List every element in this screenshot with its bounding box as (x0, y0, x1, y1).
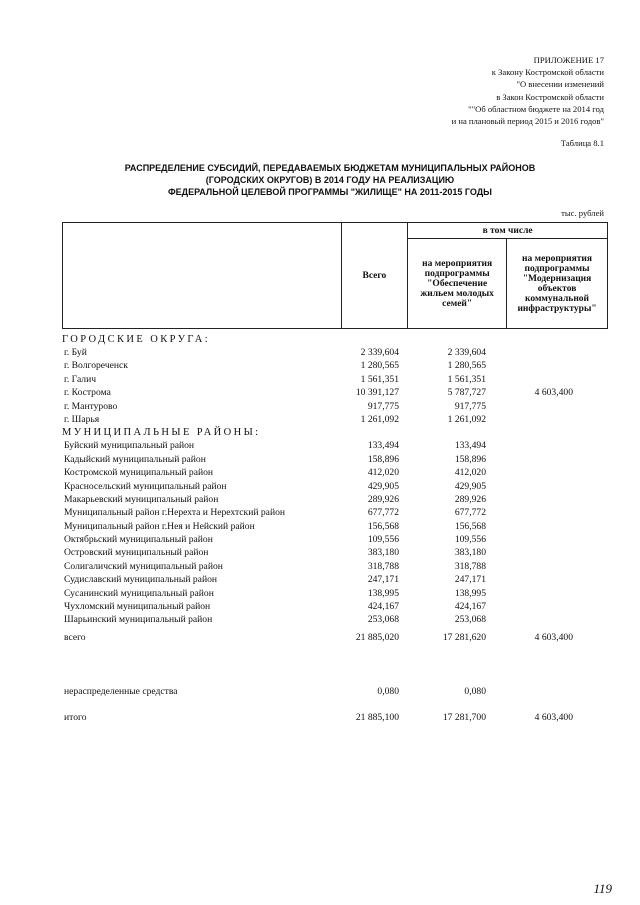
row-col-a: 133,494 (454, 440, 486, 452)
row-col-a: 138,995 (454, 587, 486, 599)
row-total: 429,905 (367, 480, 399, 492)
table-row (62, 493, 608, 506)
handwritten-page-number: 119 (593, 881, 612, 896)
table-row (62, 346, 608, 359)
row-name: Сусанинский муниципальный район (64, 587, 214, 599)
header-col-a-line: подпрограммы (424, 268, 490, 279)
row-col-a: 383,180 (454, 547, 486, 559)
row-total: 917,775 (367, 400, 399, 412)
header-col-b-line: инфраструктуры" (517, 303, 597, 314)
summary-total: 0,080 (377, 686, 399, 697)
appendix-line: "О внесении изменений (516, 79, 604, 90)
table-row (62, 546, 608, 559)
row-name: Буйский муниципальный район (64, 440, 195, 452)
row-total: 1 561,351 (360, 373, 399, 385)
table-row (62, 480, 608, 493)
row-total: 412,020 (367, 467, 399, 479)
row-col-a: 412,020 (454, 467, 486, 479)
header-col-b-line: на мероприятия (522, 253, 593, 264)
row-name: Чухломский муниципальный район (64, 601, 211, 613)
header-total: Всего (341, 223, 408, 329)
header-col-a-line: на мероприятия (422, 258, 493, 269)
header-col-a (408, 239, 507, 329)
table-row (62, 413, 608, 426)
summary-row-all (62, 632, 608, 646)
summary-col-a: 17 281,620 (442, 632, 486, 643)
row-total: 289,926 (367, 493, 399, 505)
row-total: 1 280,565 (360, 360, 399, 372)
row-col-a: 429,905 (454, 480, 486, 492)
header-col-b-line: подпрограммы (524, 263, 590, 274)
table-row (62, 386, 608, 399)
row-col-a: 917,775 (454, 400, 486, 412)
row-total: 253,068 (367, 614, 399, 626)
row-total: 424,167 (367, 601, 399, 613)
table-row (62, 453, 608, 466)
row-col-a: 156,568 (454, 520, 486, 532)
row-col-a: 677,772 (454, 507, 486, 519)
appendix-line: ""Об областном бюджете на 2014 год (468, 103, 604, 114)
row-name: Судиславский муниципальный район (64, 574, 218, 586)
row-name: г. Шарья (64, 413, 100, 425)
row-name: Муниципальный район г.Нея и Нейский район (64, 520, 255, 532)
appendix-line: в Закон Костромской области (496, 91, 604, 102)
row-total: 156,568 (367, 520, 399, 532)
table-row (62, 587, 608, 600)
row-name: Красносельский муниципальный район (64, 480, 227, 492)
row-col-a: 318,788 (454, 560, 486, 572)
summary-name: всего (64, 632, 86, 643)
table-row (62, 533, 608, 546)
summary-total: 21 885,020 (355, 632, 399, 643)
row-col-a: 5 787,727 (447, 387, 486, 399)
table-row (62, 359, 608, 372)
row-col-a: 424,167 (454, 601, 486, 613)
row-total: 158,896 (367, 453, 399, 465)
row-total: 247,171 (367, 574, 399, 586)
appendix-block (452, 54, 604, 127)
table-row (62, 613, 608, 626)
row-total: 383,180 (367, 547, 399, 559)
summary-col-b: 4 603,400 (534, 632, 573, 643)
table-row (62, 373, 608, 386)
row-name: Костромской муниципальный район (64, 467, 214, 479)
header-col-b-line: "Модернизация (522, 273, 592, 284)
row-total: 677,772 (367, 507, 399, 519)
header-col-b-line: коммунальной (525, 293, 590, 304)
section-urban-districts: ГОРОДСКИЕ ОКРУГА: (62, 334, 211, 345)
table-row (62, 573, 608, 586)
summary-row-grand (62, 712, 608, 726)
header-col-b (507, 239, 608, 329)
row-col-a: 1 561,351 (447, 373, 486, 385)
row-col-a: 2 339,604 (447, 347, 486, 358)
summary-col-a: 17 281,700 (442, 712, 486, 723)
title-line: РАСПРЕДЕЛЕНИЕ СУБСИДИЙ, ПЕРЕДАВАЕМЫХ БЮДЖЕТАМ МУНИЦИПАЛЬНЫХ РАЙОНОВ (124, 163, 536, 173)
header-col-a-line: жильем молодых (420, 288, 494, 299)
header-col-b-line: объектов (537, 283, 577, 294)
row-name: г. Волгореченск (64, 360, 128, 372)
table-body (62, 333, 608, 627)
header-name-cell (63, 223, 342, 329)
row-name: Муниципальный район г.Нерехта и Нерехтский район (64, 507, 286, 519)
row-col-a: 109,556 (454, 534, 486, 546)
row-col-a: 247,171 (454, 574, 486, 586)
table-row (62, 600, 608, 613)
title-line: (ГОРОДСКИХ ОКРУГОВ) В 2014 ГОДУ НА РЕАЛИЗАЦИЮ (205, 175, 455, 185)
summary-total: 21 885,100 (355, 712, 399, 723)
row-col-a: 158,896 (454, 453, 486, 465)
appendix-line: к Закону Костромской области (491, 67, 604, 78)
summary-name: нераспределенные средства (64, 686, 178, 697)
table-row (62, 466, 608, 479)
summary-row-undistributed (62, 686, 608, 700)
row-total: 1 261,092 (360, 413, 399, 425)
table-header (62, 222, 608, 329)
urban-rows (62, 346, 608, 426)
table-row (62, 520, 608, 533)
row-name: Макарьевский муниципальный район (64, 493, 219, 505)
units-label: тыс. рублей (561, 208, 604, 218)
row-total: 318,788 (367, 560, 399, 572)
header-col-a-line: "Обеспечение (427, 278, 488, 289)
summary-col-a: 0,080 (464, 686, 486, 697)
row-total: 138,995 (367, 587, 399, 599)
row-total: 109,556 (367, 534, 399, 546)
summary-name: итого (64, 712, 87, 723)
row-name: Шарьинский муниципальный район (64, 614, 213, 626)
row-name: г. Мантурово (64, 400, 118, 412)
header-in-that-number: в том числе (408, 223, 608, 239)
row-col-b: 4 603,400 (534, 387, 573, 399)
row-name: Островский муниципальный район (64, 547, 209, 559)
row-name: г. Кострома (64, 387, 111, 399)
row-name: Кадыйский муниципальный район (64, 453, 206, 465)
row-name: Октябрьский муниципальный район (64, 534, 213, 546)
row-name: г. Галич (64, 373, 97, 385)
district-rows (62, 439, 608, 626)
section-municipal-districts: МУНИЦИПАЛЬНЫЕ РАЙОНЫ: (62, 427, 261, 439)
row-total: 10 391,127 (355, 387, 399, 399)
row-name: г. Буй (64, 347, 87, 358)
table-row (62, 439, 608, 452)
row-name: Солигаличский муниципальный район (64, 560, 223, 572)
header-col-a-line: семей" (442, 298, 473, 309)
row-total: 133,494 (367, 440, 399, 452)
summary-col-b: 4 603,400 (534, 712, 573, 723)
row-col-a: 289,926 (454, 493, 486, 505)
table-row (62, 560, 608, 573)
row-col-a: 1 280,565 (447, 360, 486, 372)
appendix-line: и на плановый период 2015 и 2016 годов" (451, 116, 604, 127)
table-number: Таблица 8.1 (560, 138, 604, 148)
row-col-a: 1 261,092 (447, 413, 486, 425)
title-line: ФЕДЕРАЛЬНОЙ ЦЕЛЕВОЙ ПРОГРАММЫ "ЖИЛИЩЕ" НА 2011-2015 ГОДЫ (167, 187, 492, 197)
document-title (60, 162, 600, 198)
row-col-a: 253,068 (454, 614, 486, 626)
appendix-line: ПРИЛОЖЕНИЕ 17 (533, 55, 604, 65)
table-row (62, 400, 608, 413)
table-row (62, 506, 608, 519)
row-total: 2 339,604 (360, 347, 399, 358)
